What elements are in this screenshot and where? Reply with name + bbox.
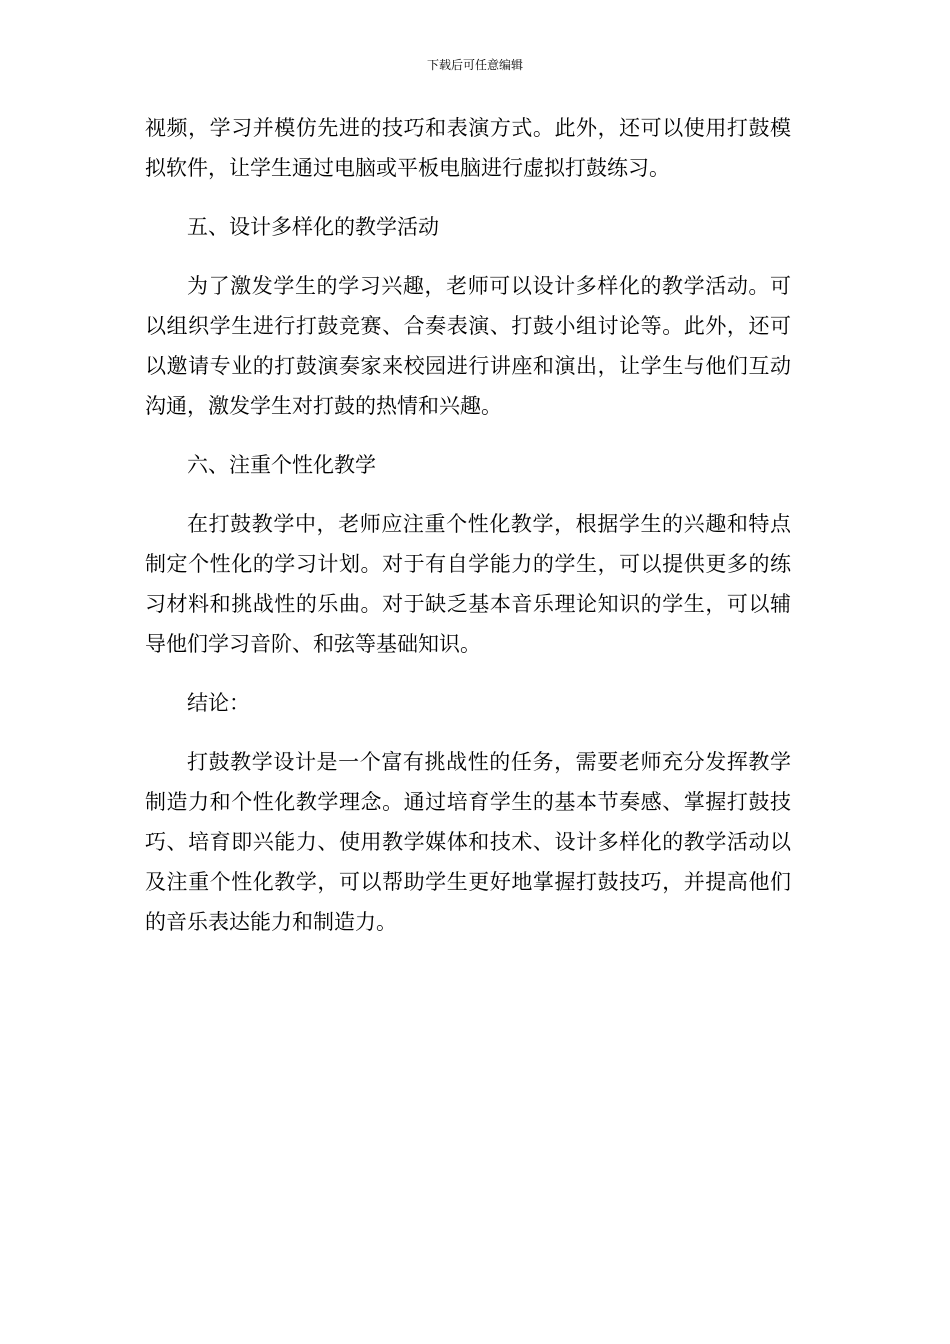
paragraph-continuation: 视频，学习并模仿先进的技巧和表演方式。此外，还可以使用打鼓模拟软件，让学生通过电脑或平板电脑进行虚拟打鼓练习。 [145,116,791,180]
conclusion-heading: 结论： [187,691,250,715]
section-heading-five: 五、设计多样化的教学活动 [187,215,439,239]
paragraph-conclusion: 打鼓教学设计是一个富有挑战性的任务，需要老师充分发挥教学制造力和个性化教学理念。通过培育学生的基本节奏感、掌握打鼓技巧、培育即兴能力、使用教学媒体和技术、设计多样化的教学活动以及注重个性化教学，可以帮助学生更好地掌握打鼓技巧，并提高他们的音乐表达能力和制造力。 [145,750,791,934]
page-header: 下载后可任意编辑 [426,58,523,72]
paragraph-personalized: 在打鼓教学中，老师应注重个性化教学，根据学生的兴趣和特点制定个性化的学习计划。对于有自学能力的学生，可以提供更多的练习材料和挑战性的乐曲。对于缺乏基本音乐理论知识的学生，可以辅导他们学习音阶、和弦等基础知识。 [145,512,791,656]
document-body [145,108,791,942]
paragraph-activities: 为了激发学生的学习兴趣，老师可以设计多样化的教学活动。可以组织学生进行打鼓竞赛、合奏表演、打鼓小组讨论等。此外，还可以邀请专业的打鼓演奏家来校园进行讲座和演出，让学生与他们互动沟通，激发学生对打鼓的热情和兴趣。 [145,274,791,418]
section-heading-six: 六、注重个性化教学 [187,453,376,477]
